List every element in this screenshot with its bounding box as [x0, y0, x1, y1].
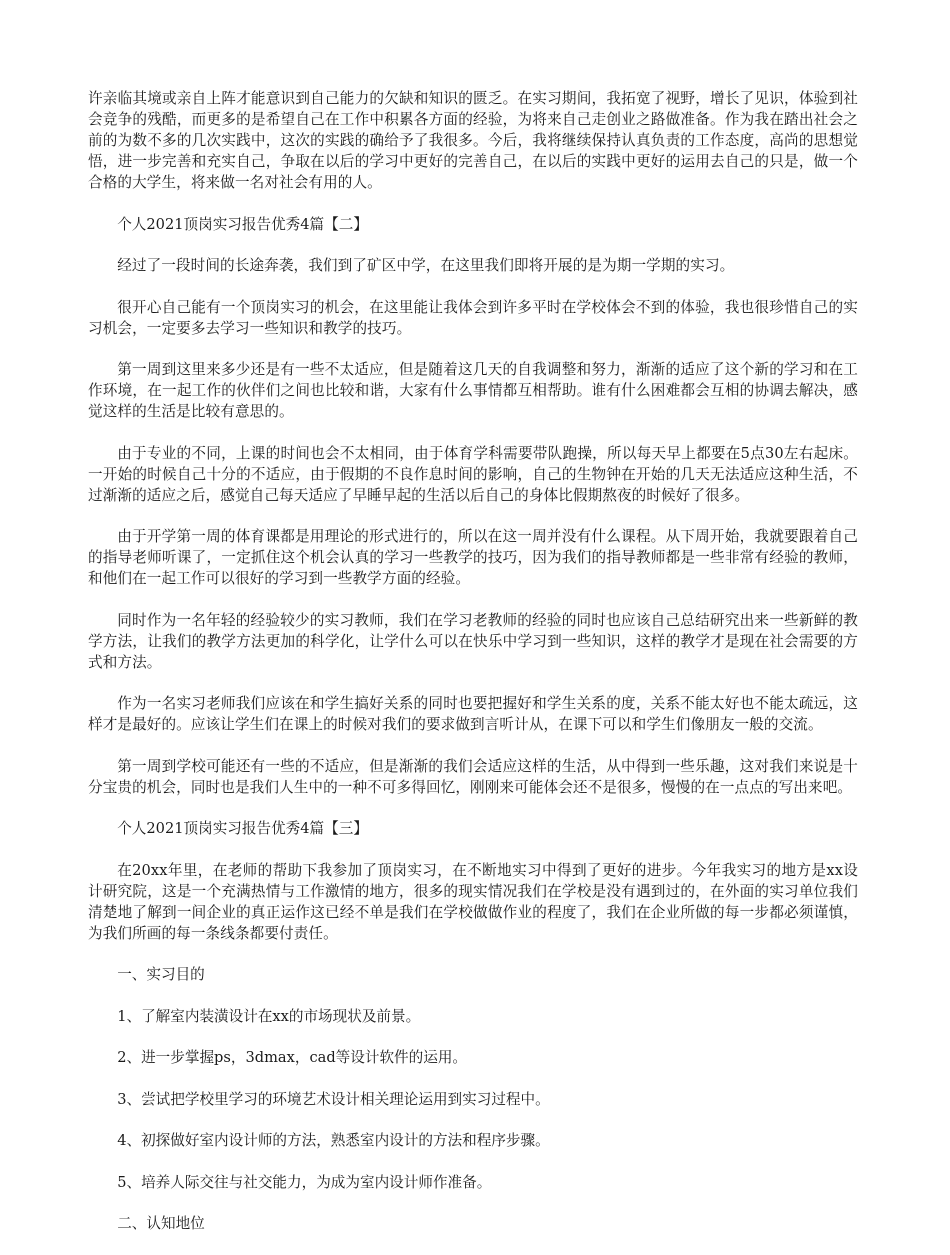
paragraph: 由于开学第一周的体育课都是用理论的形式进行的，所以在这一周并没有什么课程。从下周开始，我就要跟着自己的指导老师听课了，一定抓住这个机会认真的学习一些教学的技巧，因为我们的指导教师都是一些非常有经验的教师，和他们在一起工作可以很好的学习到一些教学方面的经验。	[88, 528, 858, 587]
paragraph: 在20xx年里，在老师的帮助下我参加了顶岗实习，在不断地实习中得到了更好的进步。今年我实习的地方是xx设计研究院，这是一个充满热情与工作激情的地方，很多的现实情况我们在学校是没有遇到过的，在外面的实习单位我们清楚地了解到一间企业的真正运作这已经不单是我们在学校做做作业的程度了，我们在企业所做的每一步都必须谨慎，为我们所画的每一条线条都要付责任。	[88, 861, 858, 942]
paragraph: 很开心自己能有一个顶岗实习的机会，在这里能让我体会到许多平时在学校体会不到的体验，我也很珍惜自己的实习机会，一定要多去学习一些知识和教学的技巧。	[88, 298, 858, 337]
paragraph: 同时作为一名年轻的经验较少的实习教师，我们在学习老教师的经验的同时也应该自己总结研究出来一些新鲜的教学方法，让我们的教学方法更加的科学化，让学什么可以在快乐中学习到一些知识，这样的教学才是现在社会需要的方式和方法。	[88, 611, 858, 671]
paragraph: 许亲临其境或亲自上阵才能意识到自己能力的欠缺和知识的匮乏。在实习期间，我拓宽了视野，增长了见识，体验到社会竞争的残酷，而更多的是希望自己在工作中积累各方面的经验，为将来自己走创业之路做准备。作为我在踏出社会之前的为数不多的几次实践中，这次的实践的确给予了我很多。今后，我将继续保持认真负责的工作态度，高尚的思想觉悟，进一步完善和充实自己，争取在以后的学习中更好的完善自己，在以后的实践中更好的运用去自己的只是，做一个合格的大学生，将来做一名对社会有用的人。	[88, 90, 858, 191]
subsection-heading: 二、认知地位	[117, 1215, 205, 1232]
list-item: 1、了解室内装潢设计在xx的市场现状及前景。	[117, 1007, 421, 1025]
subsection-heading: 一、实习目的	[117, 966, 205, 983]
list-item: 5、培养人际交往与社交能力，为成为室内设计师作准备。	[117, 1173, 492, 1191]
list-item: 4、初探做好室内设计师的方法，熟悉室内设计的方法和程序步骤。	[117, 1132, 550, 1149]
paragraph: 由于专业的不同，上课的时间也会不太相同，由于体育学科需要带队跑操，所以每天早上都要在5点30左右起床。一开始的时候自己十分的不适应，由于假期的不良作息时间的影响，自己的生物钟在开始的几天无法适应这种生活，不过渐渐的适应之后，感觉自己每天适应了早睡早起的生活以后自己的身体比假期熬夜的时候好了很多。	[88, 444, 858, 504]
paragraph: 第一周到这里来多少还是有一些不太适应，但是随着这几天的自我调整和努力，渐渐的适应了这个新的学习和在工作环境，在一起工作的伙伴们之间也比较和谐，大家有什么事情都互相帮助。谁有什么困难都会互相的协调去解决，感觉这样的生活是比较有意思的。	[88, 361, 858, 420]
paragraph: 第一周到学校可能还有一些的不适应，但是渐渐的我们会适应这样的生活，从中得到一些乐趣，这对我们来说是十分宝贵的机会，同时也是我们人生中的一种不可多得回忆，刚刚来可能体会还不是很多，慢慢的在一点点的写出来吧。	[88, 757, 858, 796]
paragraph: 作为一名实习老师我们应该在和学生搞好关系的同时也要把握好和学生关系的度，关系不能太好也不能太疏远，这样才是最好的。应该让学生们在课上的时候对我们的要求做到言听计从，在课下可以和学生们像朋友一般的交流。	[88, 695, 858, 733]
section-heading: 个人2021顶岗实习报告优秀4篇【三】	[117, 820, 368, 837]
list-item: 3、尝试把学校里学习的环境艺术设计相关理论运用到实习过程中。	[117, 1090, 550, 1108]
document-page	[88, 88, 858, 1255]
list-item: 2、进一步掌握ps，3dmax，cad等设计软件的运用。	[117, 1049, 468, 1066]
paragraph: 经过了一段时间的长途奔袭，我们到了矿区中学，在这里我们即将开展的是为期一学期的实习。	[117, 257, 735, 274]
section-heading: 个人2021顶岗实习报告优秀4篇【二】	[117, 215, 368, 233]
